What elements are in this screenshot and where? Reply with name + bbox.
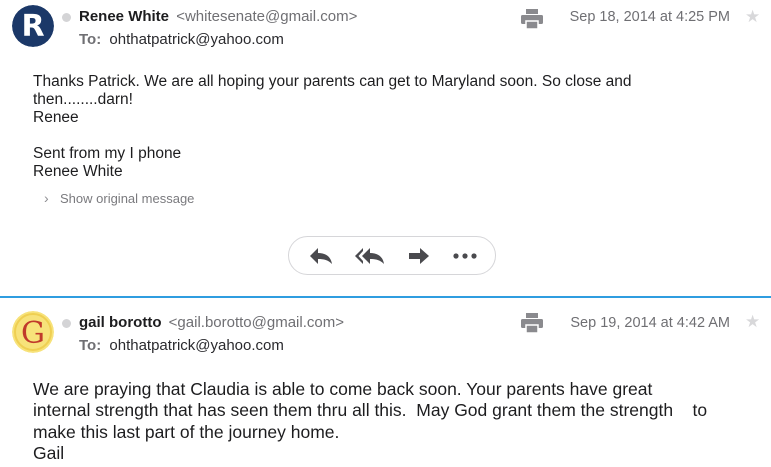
svg-text:G: G <box>21 316 45 351</box>
message-body <box>33 379 751 464</box>
body-line: Thanks Patrick. We are all hoping your parents can get to Maryland soon. So close and <box>33 73 632 90</box>
body-line: Renee White <box>33 163 123 180</box>
body-line: Sent from my I phone <box>33 145 182 162</box>
star-icon[interactable]: ★ <box>745 7 761 26</box>
show-original-label: Show original message <box>60 191 195 206</box>
body-line: then........darn! <box>33 91 133 108</box>
unread-dot <box>62 319 71 328</box>
show-original-link[interactable] <box>44 190 194 206</box>
sender-email[interactable]: <whitesenate@gmail.com> <box>176 8 358 25</box>
sender-line <box>79 8 357 25</box>
recipient-address[interactable]: ohthatpatrick@yahoo.com <box>109 337 284 354</box>
recipient-address[interactable]: ohthatpatrick@yahoo.com <box>109 31 284 48</box>
body-line: make this last part of the journey home. <box>33 421 340 442</box>
forward-icon[interactable] <box>405 244 433 268</box>
star-icon[interactable]: ★ <box>745 312 761 331</box>
print-icon[interactable] <box>521 313 543 333</box>
more-icon[interactable] <box>451 244 479 268</box>
reply-icon[interactable] <box>307 244 335 268</box>
reply-all-icon[interactable] <box>355 244 385 268</box>
message-actions-bar <box>288 236 496 275</box>
recipient-line <box>79 31 284 48</box>
sender-name[interactable]: gail borotto <box>79 314 162 331</box>
svg-text:R: R <box>21 9 45 44</box>
chevron-right-icon: › <box>44 190 49 206</box>
sender-line <box>79 314 344 331</box>
recipient-line <box>79 337 284 354</box>
body-blank-line <box>33 127 751 145</box>
sender-name[interactable]: Renee White <box>79 8 170 25</box>
body-line: Gail <box>33 442 65 463</box>
to-label: To: <box>79 337 102 354</box>
body-line: We are praying that Claudia is able to come back soon. Your parents have great <box>33 379 653 399</box>
message-date: Sep 18, 2014 at 4:25 PM <box>569 9 730 25</box>
body-line: Renee <box>33 109 79 126</box>
sender-email[interactable]: <gail.borotto@gmail.com> <box>168 314 344 331</box>
email-message-gail <box>0 296 771 467</box>
unread-dot <box>62 13 71 22</box>
letter-r-avatar-icon <box>12 5 54 47</box>
to-label: To: <box>79 31 102 48</box>
message-body <box>33 73 751 181</box>
message-date: Sep 19, 2014 at 4:42 AM <box>570 315 730 331</box>
letter-g-avatar-icon <box>12 311 54 353</box>
body-line: internal strength that has seen them thru all this. May God grant them the strength to <box>33 400 708 421</box>
print-icon[interactable] <box>521 9 543 29</box>
